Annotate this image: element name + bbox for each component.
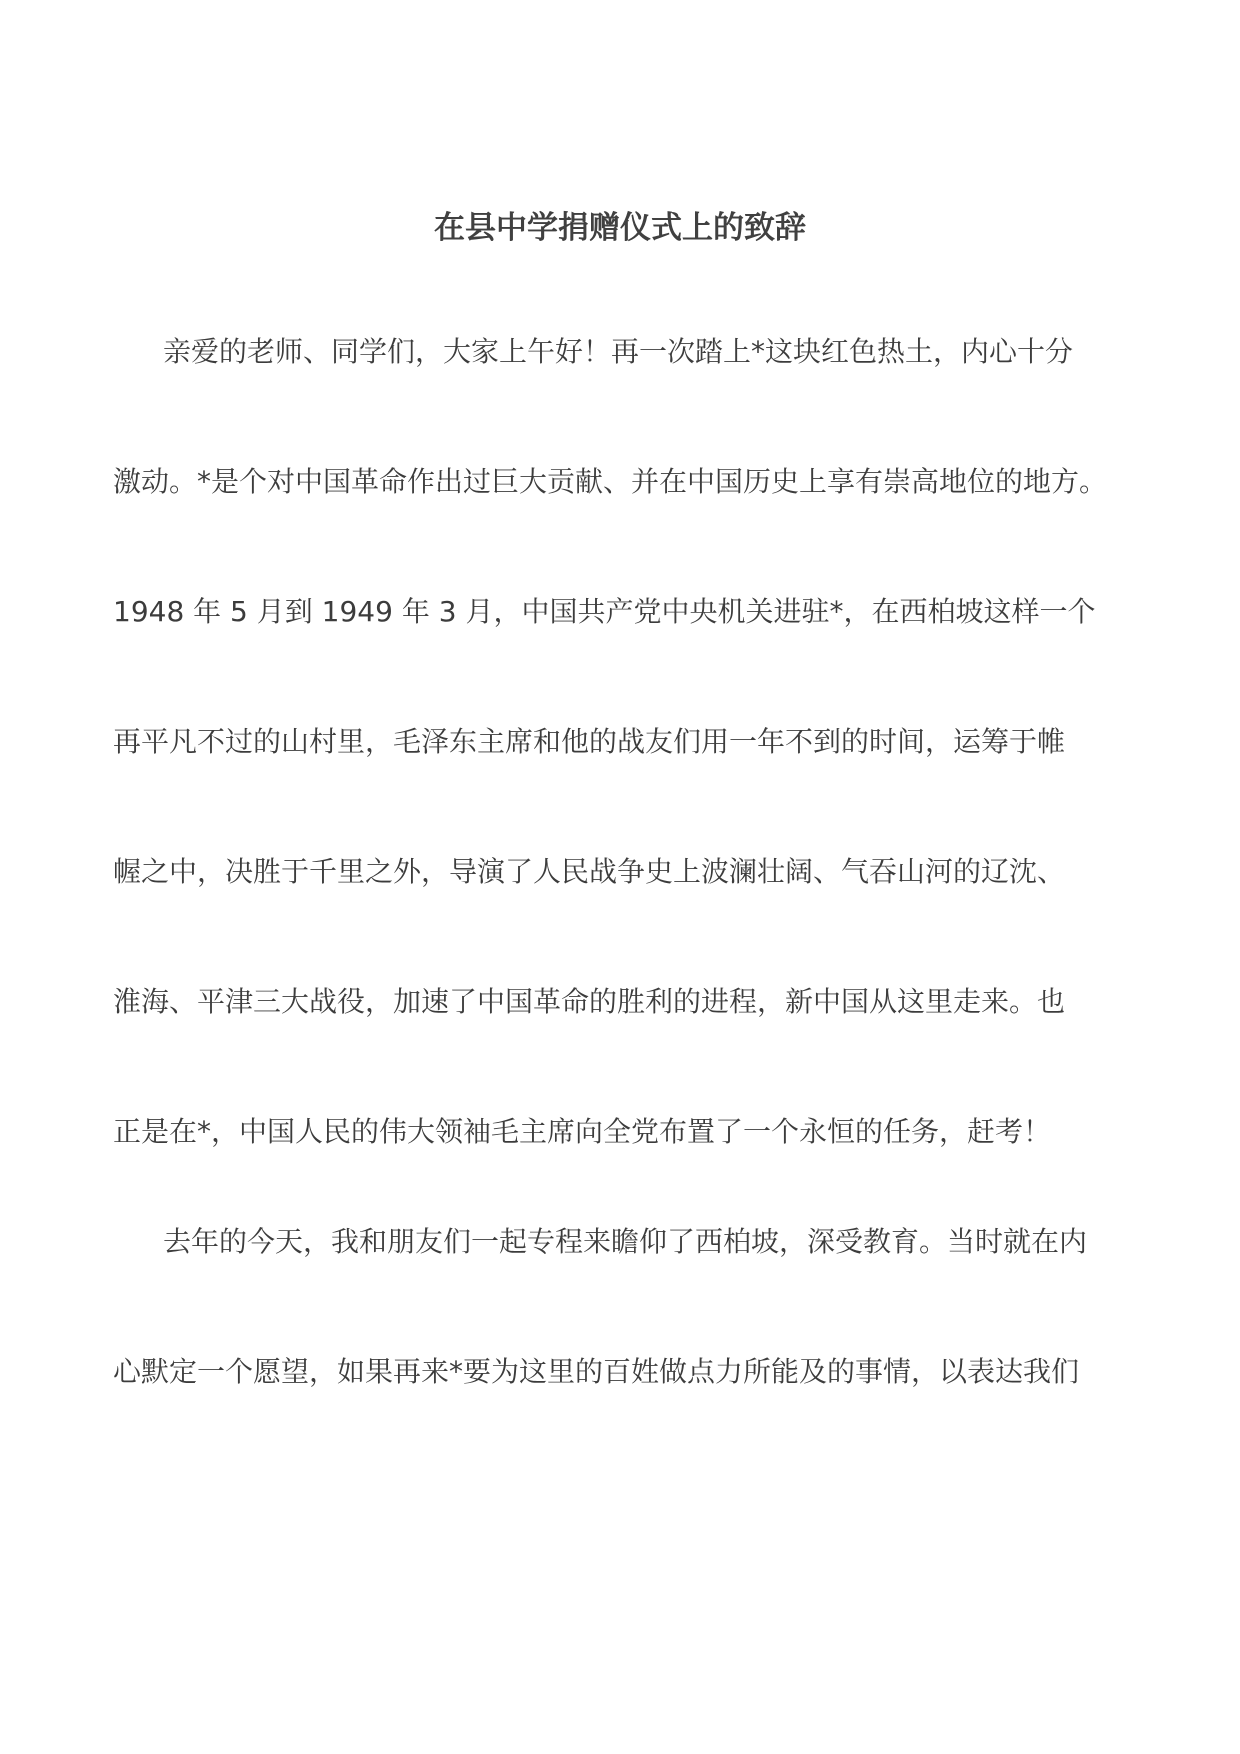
paragraph-1-line-7: 正是在*，中国人民的伟大领袖毛主席向全党布置了一个永恒的任务，赶考！ (113, 1115, 1052, 1148)
paragraph-1-line-5: 幄之中，决胜于千里之外，导演了人民战争史上波澜壮阔、气吞山河的辽沈、 (113, 855, 1066, 888)
paragraph-1-line-6: 淮海、平津三大战役，加速了中国革命的胜利的进程，新中国从这里走来。也 (113, 985, 1066, 1018)
paragraph-2-line-1: 去年的今天，我和朋友们一起专程来瞻仰了西柏坡，深受教育。当时就在内 (163, 1225, 1088, 1258)
paragraph-1-line-4: 再平凡不过的山村里，毛泽东主席和他的战友们用一年不到的时间，运筹于帷 (113, 725, 1066, 758)
paragraph-1-line-1: 亲爱的老师、同学们，大家上午好！再一次踏上*这块红色热土，内心十分 (163, 335, 1074, 368)
paragraph-1-line-2: 激动。*是个对中国革命作出过巨大贡献、并在中国历史上享有崇高地位的地方。 (113, 465, 1108, 498)
paragraph-2-line-2: 心默定一个愿望，如果再来*要为这里的百姓做点力所能及的事情，以表达我们 (113, 1355, 1080, 1388)
paragraph-1-line-3: 1948 年 5 月到 1949 年 3 月，中国共产党中央机关进驻*，在西柏坡这样一个 (113, 595, 1096, 628)
document-title: 在县中学捐赠仪式上的致辞 (434, 210, 806, 246)
